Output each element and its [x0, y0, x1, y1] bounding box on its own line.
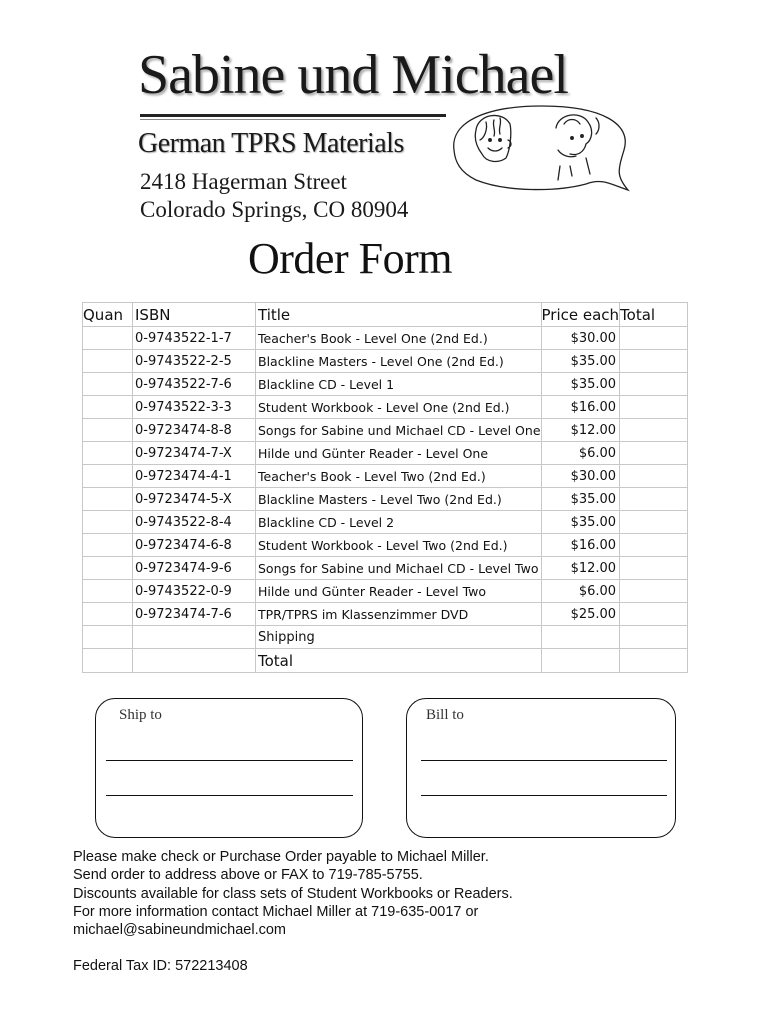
total-cell[interactable]: [620, 534, 688, 557]
isbn-cell: 0-9743522-3-3: [133, 396, 256, 419]
order-instructions: [73, 848, 513, 939]
price-cell: $35.00: [541, 350, 620, 373]
quantity-cell[interactable]: [83, 442, 133, 465]
isbn-cell: 0-9723474-8-8: [133, 419, 256, 442]
isbn-cell: 0-9723474-9-6: [133, 557, 256, 580]
isbn-cell: 0-9743522-7-6: [133, 373, 256, 396]
total-cell[interactable]: [620, 488, 688, 511]
contact-email: michael@sabineundmichael.com: [73, 922, 286, 939]
title-cell: Blackline Masters - Level Two (2nd Ed.): [256, 488, 542, 511]
price-cell: $12.00: [541, 557, 620, 580]
price-cell: $35.00: [541, 511, 620, 534]
ship-to-line[interactable]: [106, 795, 353, 796]
total-row: [83, 649, 688, 673]
price-cell: $35.00: [541, 373, 620, 396]
isbn-cell: 0-9723474-7-6: [133, 603, 256, 626]
total-cell[interactable]: [620, 419, 688, 442]
isbn-cell: 0-9743522-0-9: [133, 580, 256, 603]
bill-to-label: Bill to: [426, 707, 464, 723]
quantity-cell[interactable]: [83, 350, 133, 373]
title-cell: Hilde und Günter Reader - Level Two: [256, 580, 542, 603]
address-line-2: Colorado Springs, CO 80904: [140, 197, 409, 222]
title-cell: Blackline CD - Level 2: [256, 511, 542, 534]
title-cell: Student Workbook - Level Two (2nd Ed.): [256, 534, 542, 557]
federal-tax-id: Federal Tax ID: 572213408: [73, 958, 248, 974]
table-row: [83, 419, 688, 442]
header-price: Price each: [541, 303, 620, 327]
brand-title: Sabine und Michael: [138, 44, 568, 106]
isbn-cell: 0-9723474-5-X: [133, 488, 256, 511]
table-header-row: [83, 303, 688, 327]
isbn-cell: 0-9743522-1-7: [133, 327, 256, 350]
instruction-line: Please make check or Purchase Order payable to Michael Miller.: [73, 849, 489, 865]
brand-underline: [140, 114, 446, 117]
table-row: [83, 580, 688, 603]
table-row: [83, 396, 688, 419]
bill-to-line[interactable]: [421, 795, 667, 796]
form-title: Order Form: [248, 234, 452, 283]
header-isbn: ISBN: [133, 303, 256, 327]
table-row: [83, 350, 688, 373]
quantity-cell[interactable]: [83, 465, 133, 488]
title-cell: Teacher's Book - Level One (2nd Ed.): [256, 327, 542, 350]
total-cell[interactable]: [620, 350, 688, 373]
header-quan: Quan: [83, 303, 133, 327]
total-cell[interactable]: [620, 396, 688, 419]
title-cell: Blackline Masters - Level One (2nd Ed.): [256, 350, 542, 373]
price-cell: $6.00: [541, 580, 620, 603]
total-cell[interactable]: [620, 442, 688, 465]
total-cell[interactable]: [620, 603, 688, 626]
address-line-1: 2418 Hagerman Street: [140, 169, 347, 194]
price-cell: $30.00: [541, 465, 620, 488]
title-cell: Student Workbook - Level One (2nd Ed.): [256, 396, 542, 419]
total-cell[interactable]: [620, 327, 688, 350]
quantity-cell[interactable]: [83, 396, 133, 419]
bill-to-box: [406, 698, 676, 838]
bill-to-line[interactable]: [421, 760, 667, 761]
header-total: Total: [620, 303, 688, 327]
total-cell[interactable]: [620, 373, 688, 396]
brand-underline-thin: [140, 119, 440, 120]
ship-to-line[interactable]: [106, 760, 353, 761]
quantity-cell[interactable]: [83, 603, 133, 626]
price-cell: $35.00: [541, 488, 620, 511]
quantity-cell[interactable]: [83, 373, 133, 396]
table-row: [83, 442, 688, 465]
table-row: [83, 511, 688, 534]
quantity-cell[interactable]: [83, 557, 133, 580]
table-row: [83, 488, 688, 511]
total-cell[interactable]: [620, 557, 688, 580]
total-label: Total: [256, 649, 542, 673]
title-cell: Hilde und Günter Reader - Level One: [256, 442, 542, 465]
shipping-label: Shipping: [256, 626, 542, 649]
price-cell: $30.00: [541, 327, 620, 350]
shipping-row: [83, 626, 688, 649]
isbn-cell: 0-9723474-7-X: [133, 442, 256, 465]
instruction-line: For more information contact Michael Miller at 719-635-0017 or: [73, 903, 479, 920]
instruction-line: Discounts available for class sets of Student Workbooks or Readers.: [73, 885, 513, 902]
table-row: [83, 327, 688, 350]
table-row: [83, 465, 688, 488]
isbn-cell: 0-9743522-2-5: [133, 350, 256, 373]
total-cell[interactable]: [620, 580, 688, 603]
quantity-cell[interactable]: [83, 511, 133, 534]
quantity-cell[interactable]: [83, 419, 133, 442]
isbn-cell: 0-9723474-4-1: [133, 465, 256, 488]
quantity-cell[interactable]: [83, 327, 133, 350]
price-cell: $12.00: [541, 419, 620, 442]
quantity-cell[interactable]: [83, 580, 133, 603]
table-row: [83, 557, 688, 580]
title-cell: Blackline CD - Level 1: [256, 373, 542, 396]
table-row: [83, 534, 688, 557]
ship-to-label: Ship to: [119, 707, 162, 723]
total-cell[interactable]: [620, 465, 688, 488]
header-title: Title: [256, 303, 542, 327]
quantity-cell[interactable]: [83, 534, 133, 557]
price-cell: $16.00: [541, 534, 620, 557]
title-cell: Songs for Sabine und Michael CD - Level Two: [256, 557, 542, 580]
quantity-cell[interactable]: [83, 488, 133, 511]
price-cell: $16.00: [541, 396, 620, 419]
title-cell: TPR/TPRS im Klassenzimmer DVD: [256, 603, 542, 626]
price-cell: $25.00: [541, 603, 620, 626]
isbn-cell: 0-9723474-6-8: [133, 534, 256, 557]
speech-bubble-faces-logo: [446, 100, 636, 194]
order-table: [82, 302, 688, 673]
instruction-line: Send order to address above or FAX to 719-785-5755.: [73, 867, 423, 884]
title-cell: Songs for Sabine und Michael CD - Level One: [256, 419, 542, 442]
shipping-total-cell[interactable]: [620, 626, 688, 649]
table-row: [83, 603, 688, 626]
table-row: [83, 373, 688, 396]
title-cell: Teacher's Book - Level Two (2nd Ed.): [256, 465, 542, 488]
ship-to-box: [95, 698, 363, 838]
grand-total-cell[interactable]: [620, 649, 688, 673]
price-cell: $6.00: [541, 442, 620, 465]
brand-subtitle: German TPRS Materials: [138, 128, 404, 159]
total-cell[interactable]: [620, 511, 688, 534]
isbn-cell: 0-9743522-8-4: [133, 511, 256, 534]
